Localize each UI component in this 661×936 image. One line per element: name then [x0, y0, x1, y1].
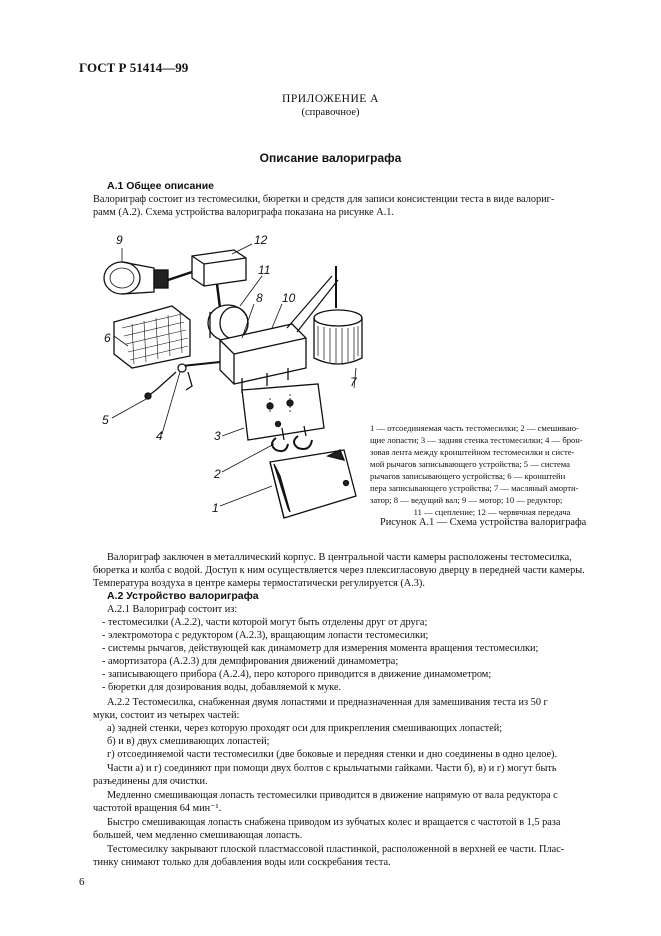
pen-bracket-shape [114, 306, 190, 368]
cover-line1: Тестомесилку закрывают плоской пластмассовой пластинкой, расположенной в верхней ее части. Плас- [107, 844, 565, 855]
legend-line: 11 — сцепление; 12 — червячная передача [413, 507, 571, 517]
a1-heading: А.1 Общее описание [107, 180, 215, 192]
part-item: а) задней стенки, через которую проходят оси для прикрепления смешивающих лопастей; [107, 723, 503, 734]
a2-intro: А.2.1 Валориграф состоит из: [107, 604, 238, 615]
a1-text-line2: рамм (А.2). Схема устройства валориграфа показана на рисунке А.1. [93, 207, 394, 218]
label-6: 6 [104, 331, 111, 345]
label-8: 8 [256, 291, 263, 305]
body-line: Температура воздуха в центре камеры термостатически регулируется (А.3). [93, 578, 425, 589]
damper-shape [314, 310, 362, 364]
figure-caption: Рисунок А.1 — Схема устройства валориграфа [380, 517, 587, 528]
legend-line: затор; 8 — ведущий вал; 9 — мотор; 10 — редуктор; [370, 495, 563, 505]
join-line1: Части а) и г) соединяют при помощи двух болтов с крыльчатыми гайками. Части б), в) и г) могут быть [107, 763, 557, 774]
label-9: 9 [116, 233, 123, 247]
list-item: - записывающего прибора (А.2.4), перо которого приводится в движение динамометром; [102, 669, 492, 680]
list-item: - электромотора с редуктором (А.2.3), вращающим лопасти тестомесилки; [102, 630, 429, 641]
worm-gear-shape [168, 250, 246, 308]
list-item: - амортизатора (А.2.3) для демпфирования движений динамометра; [102, 656, 399, 667]
label-10: 10 [282, 291, 296, 305]
section-title: Описание валориграфа [259, 151, 402, 165]
part-item: б) и в) двух смешивающих лопастей; [107, 736, 270, 747]
a222-line1: А.2.2 Тестомесилка, снабженная двумя лопастями и предназначенная для замешивания теста из 50 г [107, 697, 548, 708]
label-4: 4 [156, 429, 163, 443]
cover-line2: тинку снимают только для добавления воды или соскребания теста. [93, 857, 391, 868]
a222-line2: муки, состоит из четырех частей: [93, 710, 240, 721]
lever-system-shape [145, 362, 220, 399]
legend-line: рычагов записывающего устройства; 6 — кронштейн [370, 471, 566, 481]
fast-line1: Быстро смешивающая лопасть снабжена приводом из зубчатых колес и вращается с частотой в 1,5 раза [107, 817, 561, 828]
part-item: г) отсоединяемой части тестомесилки (две боковые и передняя стенки и дно соединены в одно целое). [107, 749, 558, 760]
legend-line: 1 — отсоединяемая часть тестомесилки; 2 — смешиваю- [370, 423, 579, 433]
label-1: 1 [212, 501, 219, 515]
standard-header: ГОСТ Р 51414—99 [79, 60, 189, 75]
valorigraph-diagram [92, 228, 372, 528]
label-11: 11 [258, 263, 271, 277]
appendix-subtitle: (справочное) [301, 107, 360, 118]
label-12: 12 [254, 233, 268, 247]
legend-line: пера записывающего устройства; 7 — масляный аморти- [370, 483, 579, 493]
label-3: 3 [214, 429, 221, 443]
page-number: 6 [79, 876, 85, 888]
appendix-title: ПРИЛОЖЕНИЕ А [282, 93, 379, 105]
mixer-bowl-shape [270, 450, 356, 518]
legend-line: мой рычагов записывающего устройства; 5 — система [370, 459, 570, 469]
label-2: 2 [214, 467, 221, 481]
list-item: - тестомесилки (А.2.2), части которой могут быть отделены друг от друга; [102, 617, 428, 628]
slow-line2: частотой вращения 64 мин⁻¹. [93, 803, 222, 814]
label-7: 7 [350, 375, 357, 389]
figure-legend [370, 422, 614, 518]
a1-text-line1: Валориграф состоит из тестомесилки, бюретки и средств для записи консистенции теста в виде валориг- [93, 194, 555, 205]
fast-line2: большей, чем медленно смешивающая лопасть. [93, 830, 303, 841]
legend-line: зовая лента между кронштейном тестомесилки и систе- [370, 447, 575, 457]
a2-heading: А.2 Устройство валориграфа [107, 590, 259, 602]
body-line: Валориграф заключен в металлический корпус. В центральной части камеры расположены тестомесилка, [107, 552, 572, 563]
body-line: бюретка и колба с водой. Доступ к ним осуществляется через плексигласовую дверцу в передней части камеры. [93, 565, 585, 576]
slow-line1: Медленно смешивающая лопасть тестомесилки приводится в движение напрямую от вала редуктора с [107, 790, 558, 801]
list-item: - бюретки для дозирования воды, добавляемой к муке. [102, 682, 342, 693]
label-5: 5 [102, 413, 109, 427]
motor-shape [104, 262, 168, 294]
legend-line: щие лопасти; 3 — задняя стенка тестомесилки; 4 — брон- [370, 435, 583, 445]
list-item: - системы рычагов, действующей как динамометр для измерения момента вращения тестомесилки; [102, 643, 539, 654]
join-line2: разъединены для очистки. [93, 776, 208, 787]
